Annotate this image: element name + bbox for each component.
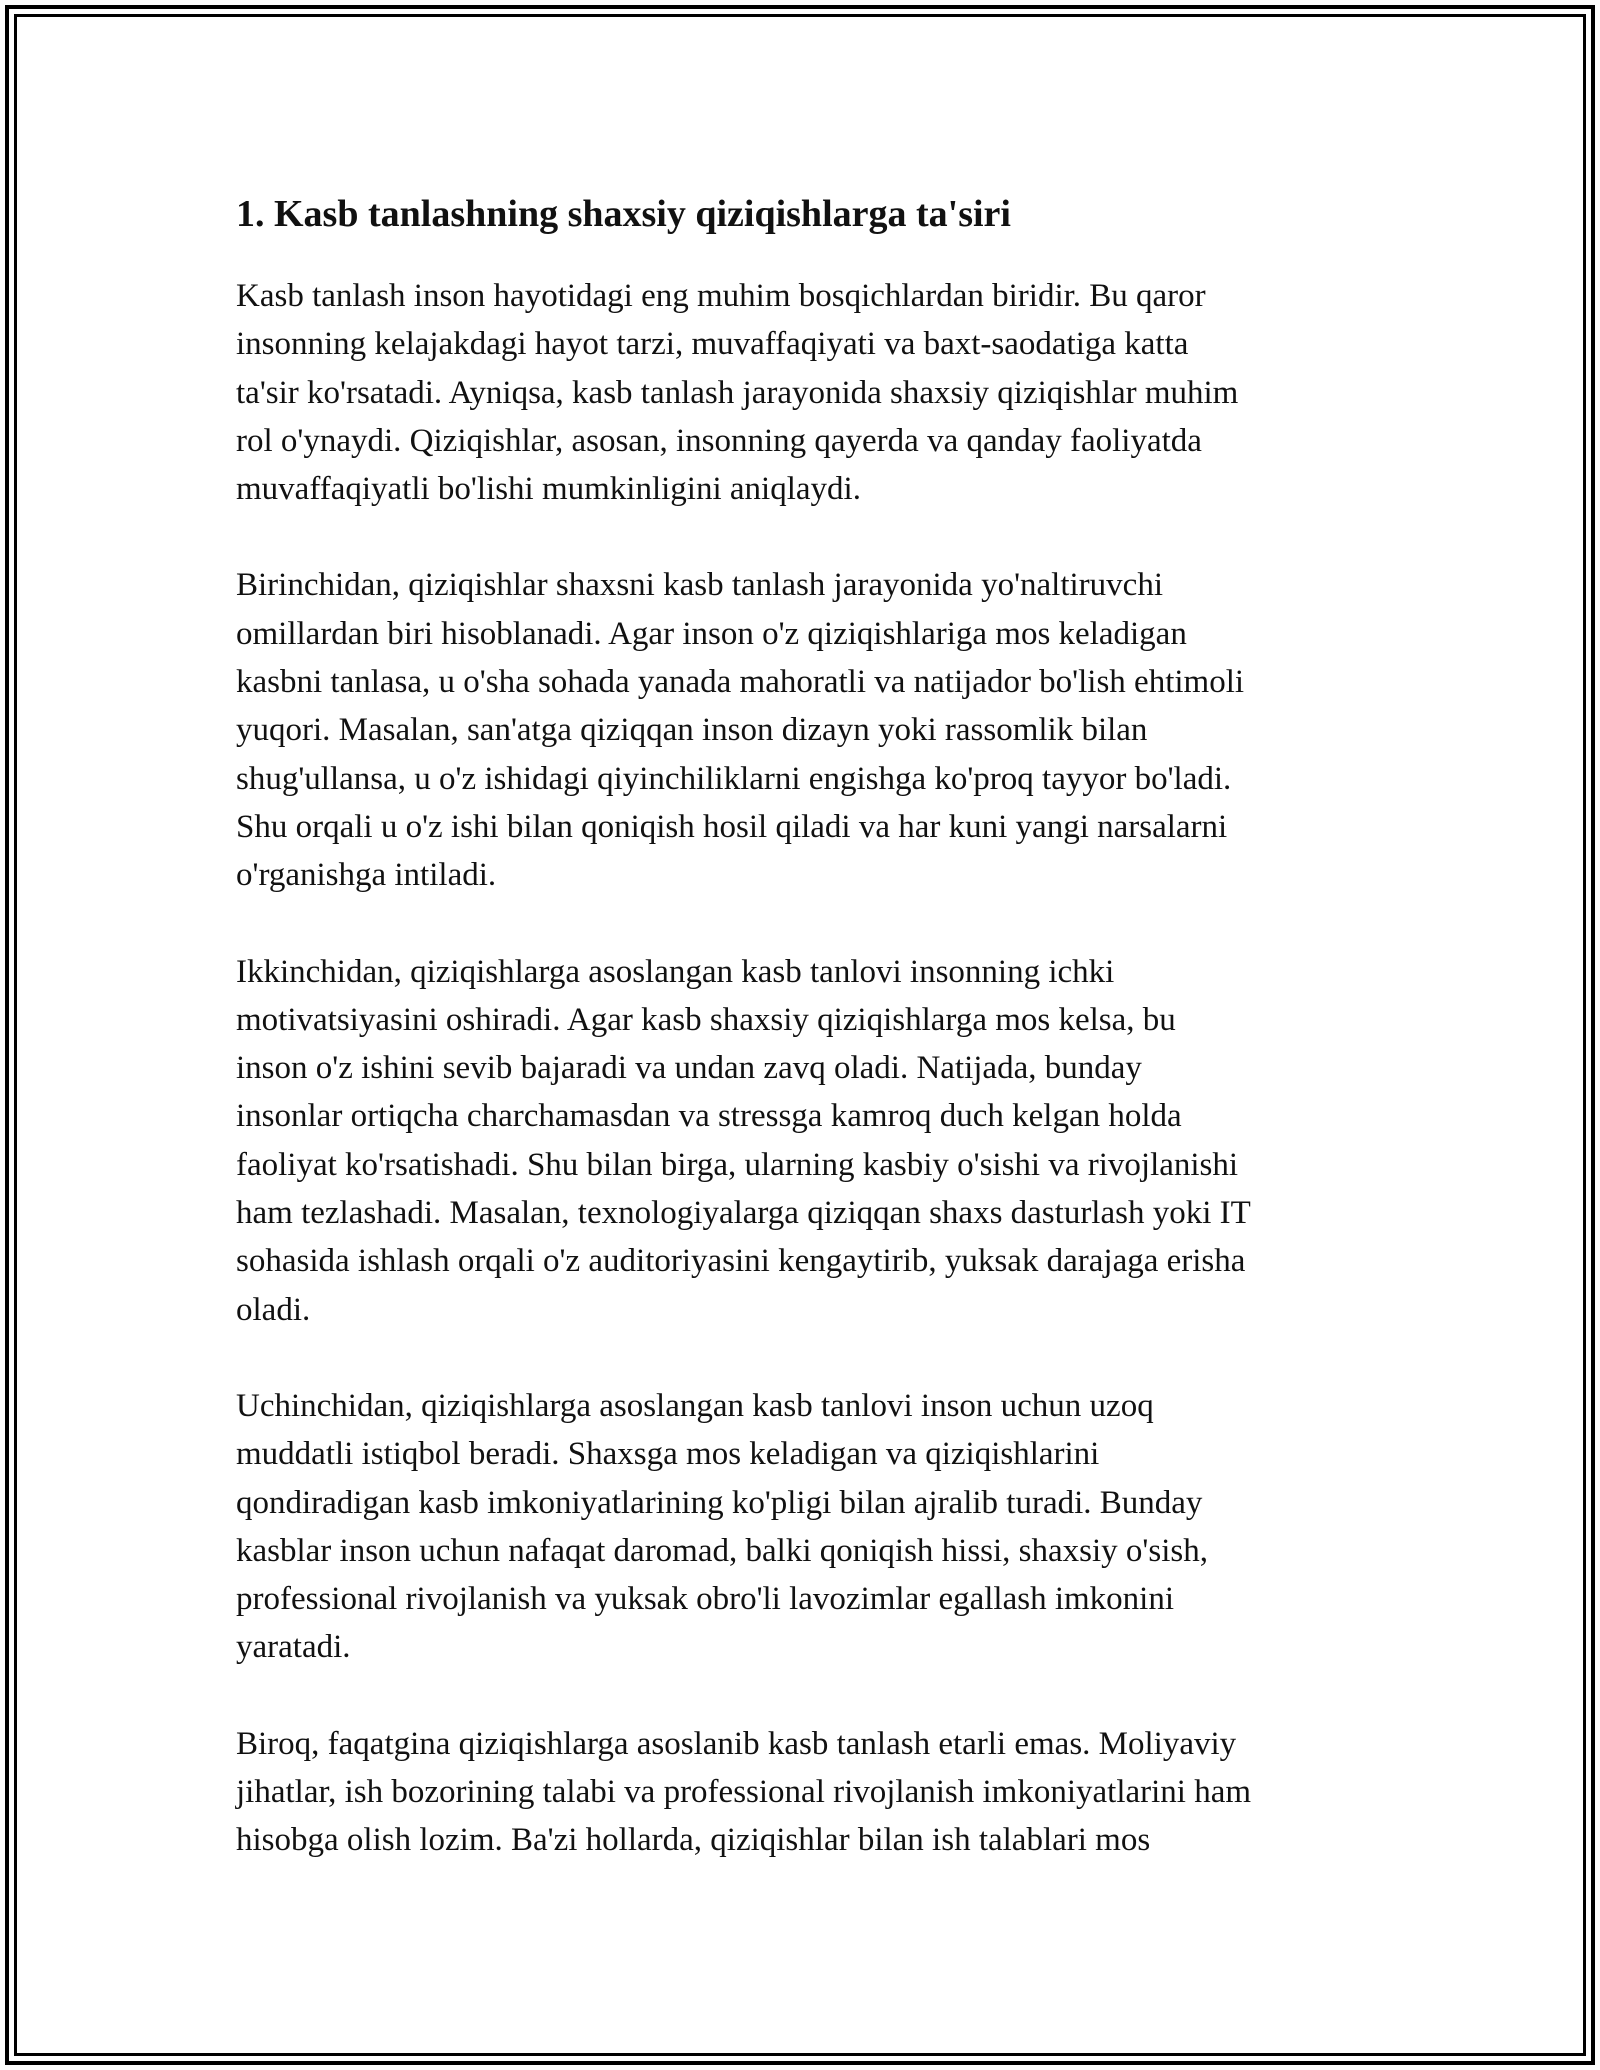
- paragraph-line: Biroq, faqatgina qiziqishlarga asoslanib kasb tanlash etarli emas. Moliyaviy: [236, 1725, 1237, 1762]
- paragraph-line: motivatsiyasini oshiradi. Agar kasb shaxsiy qiziqishlarga mos kelsa, bu: [236, 1001, 1176, 1038]
- paragraph-line: Kasb tanlash inson hayotidagi eng muhim bosqichlardan biridir. Bu qaror: [236, 278, 1206, 314]
- paragraph-line: ta'sir ko'rsatadi. Ayniqsa, kasb tanlash jarayonida shaxsiy qiziqishlar muhim: [236, 374, 1239, 411]
- paragraph-line: muvaffaqiyatli bo'lishi mumkinligini aniqlaydi.: [236, 471, 861, 508]
- paragraph-line: kasblar inson uchun nafaqat daromad, balki qoniqish hissi, shaxsiy o'sish,: [236, 1532, 1208, 1569]
- paragraph-4: [236, 1382, 1386, 1672]
- document-heading: 1. Kasb tanlashning shaxsiy qiziqishlarga ta'siri: [236, 193, 1011, 235]
- paragraph-3: [236, 948, 1386, 1334]
- paragraph-1: [236, 272, 1386, 513]
- paragraph-line: shug'ullansa, u o'z ishidagi qiyinchiliklarni engishga ko'proq tayyor bo'ladi.: [236, 760, 1232, 797]
- paragraph-5: [236, 1720, 1386, 1865]
- paragraph-line: sohasida ishlash orqali o'z auditoriyasini kengaytirib, yuksak darajaga erisha: [236, 1243, 1246, 1280]
- paragraph-line: oladi.: [236, 1291, 311, 1328]
- document-body: [236, 184, 1386, 1913]
- paragraph-line: Birinchidan, qiziqishlar shaxsni kasb tanlash jarayonida yo'naltiruvchi: [236, 567, 1163, 604]
- paragraph-line: insonning kelajakdagi hayot tarzi, muvaffaqiyati va baxt-saodatiga katta: [236, 326, 1189, 363]
- paragraph-line: hisobga olish lozim. Ba'zi hollarda, qiziqishlar bilan ish talablari mos: [236, 1822, 1151, 1859]
- paragraph-line: professional rivojlanish va yuksak obro'li lavozimlar egallash imkonini: [236, 1581, 1175, 1618]
- paragraph-line: ham tezlashadi. Masalan, texnologiyalarga qiziqqan shaxs dasturlash yoki IT: [236, 1195, 1251, 1232]
- paragraph-line: kasbni tanlasa, u o'sha sohada yanada mahoratli va natijador bo'lish ehtimoli: [236, 664, 1245, 701]
- paragraph-2: [236, 561, 1386, 899]
- paragraph-line: muddatli istiqbol beradi. Shaxsga mos keladigan va qiziqishlarini: [236, 1436, 1100, 1473]
- paragraph-line: yuqori. Masalan, san'atga qiziqqan inson dizayn yoki rassomlik bilan: [236, 712, 1148, 749]
- paragraph-line: qondiradigan kasb imkoniyatlarining ko'pligi bilan ajralib turadi. Bunday: [236, 1484, 1203, 1521]
- paragraph-line: inson o'z ishini sevib bajaradi va undan zavq oladi. Natijada, bunday: [236, 1050, 1142, 1087]
- paragraph-line: insonlar ortiqcha charchamasdan va stressga kamroq duch kelgan holda: [236, 1098, 1182, 1135]
- paragraph-line: yaratadi.: [236, 1629, 351, 1666]
- paragraph-line: omillardan biri hisoblanadi. Agar inson o'z qiziqishlariga mos keladigan: [236, 615, 1187, 652]
- paragraph-line: jihatlar, ish bozorining talabi va professional rivojlanish imkoniyatlarini ham: [236, 1774, 1252, 1811]
- paragraph-line: rol o'ynaydi. Qiziqishlar, asosan, insonning qayerda va qanday faoliyatda: [236, 422, 1202, 459]
- paragraph-line: o'rganishga intiladi.: [236, 857, 497, 894]
- paragraph-line: Uchinchidan, qiziqishlarga asoslangan kasb tanlovi inson uchun uzoq: [236, 1387, 1154, 1424]
- paragraph-line: faoliyat ko'rsatishadi. Shu bilan birga, ularning kasbiy o'sishi va rivojlanishi: [236, 1146, 1239, 1183]
- paragraph-line: Ikkinchidan, qiziqishlarga asoslangan kasb tanlovi insonning ichki: [236, 953, 1115, 990]
- paragraph-line: Shu orqali u o'z ishi bilan qoniqish hosil qiladi va har kuni yangi narsalarni: [236, 808, 1228, 845]
